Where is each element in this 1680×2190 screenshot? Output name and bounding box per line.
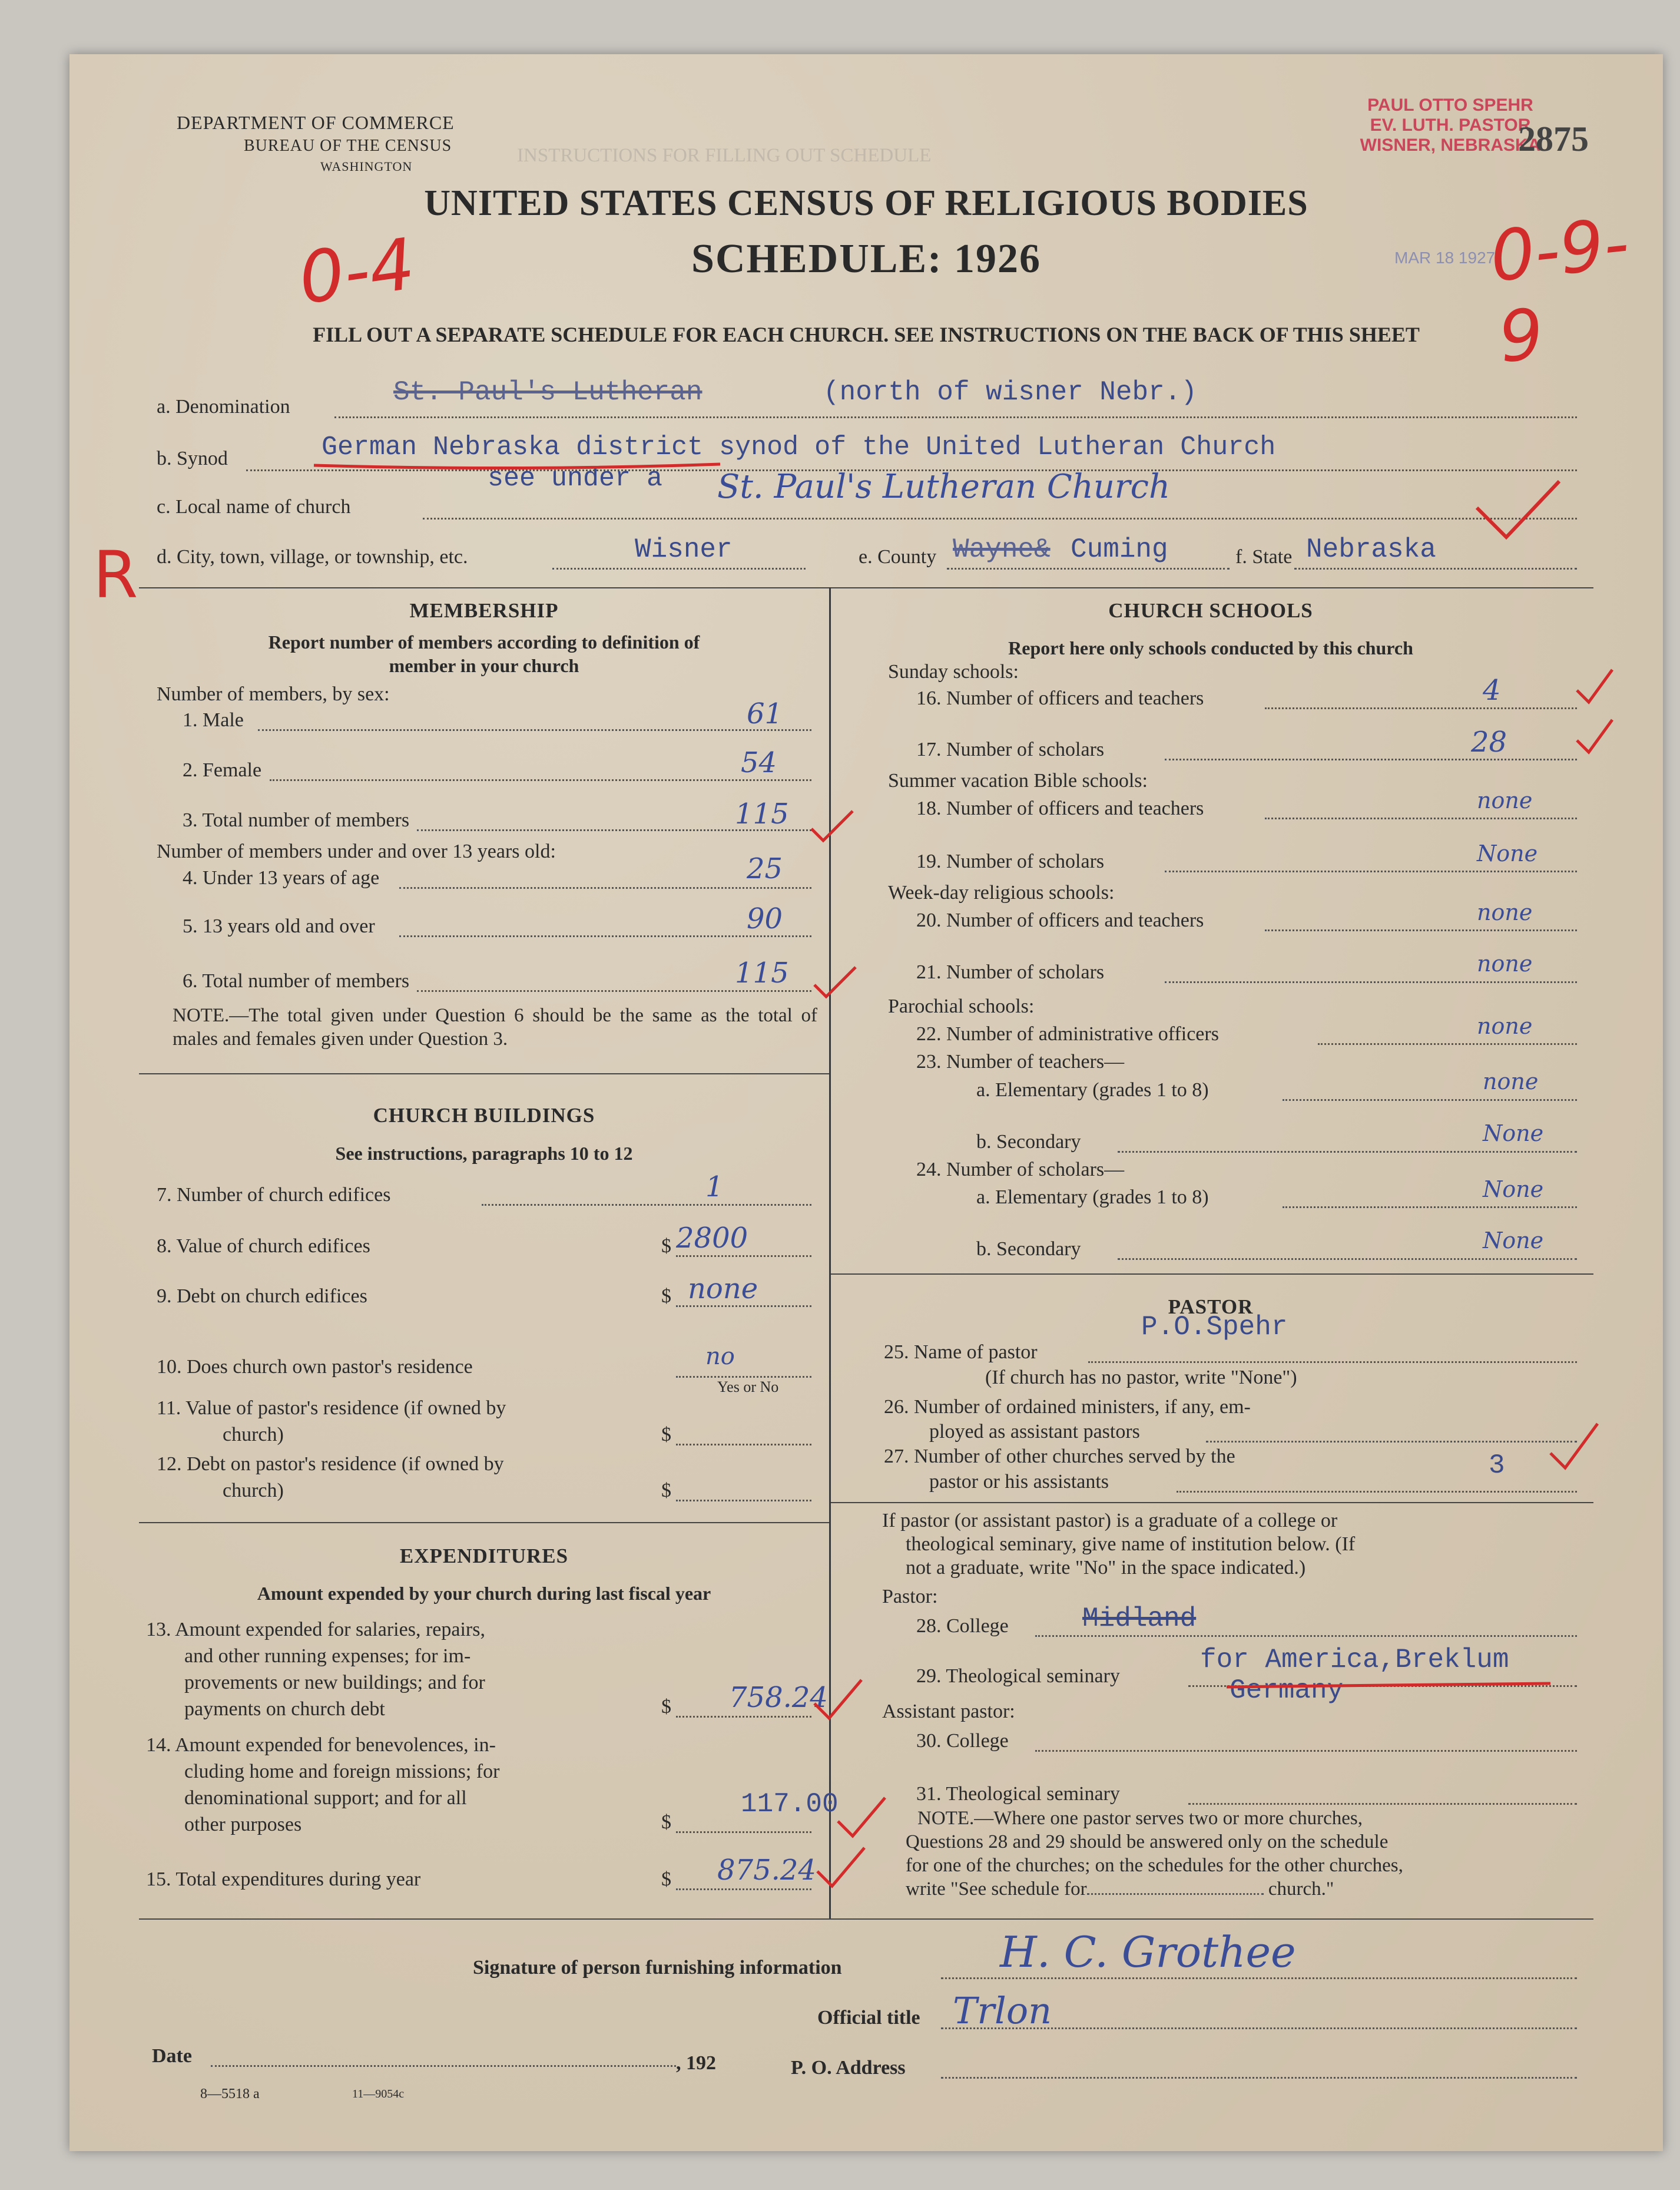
form-code-2: 11—9054c [352, 2088, 405, 2100]
q2-value: 54 [741, 746, 777, 779]
bottom-rule [139, 1918, 1593, 1920]
q11-label: 11. Value of pastor's residence (if owned by [157, 1397, 506, 1419]
q12-dollar: $ [661, 1480, 671, 1501]
red-mark-r: R [93, 537, 138, 613]
local-name-line [423, 518, 1577, 520]
q29-value: for America,Breklum [1200, 1645, 1509, 1675]
local-name-label: c. Local name of church [157, 496, 351, 518]
q12-line [676, 1500, 811, 1501]
q20-label: 20. Number of officers and teachers [916, 909, 1204, 931]
q3-value: 115 [735, 798, 789, 831]
signature-value: H. C. Grothee [1000, 1927, 1296, 1977]
q30-label: 30. College [916, 1730, 1009, 1752]
buildings-subtitle: See instructions, paragraphs 10 to 12 [335, 1143, 633, 1164]
yes-or-no-hint: Yes or No [717, 1378, 779, 1395]
synod-value: German Nebraska district synod of the United Lutheran Church [322, 432, 1276, 462]
check-mark-icon [811, 1677, 864, 1724]
under-over-label: Number of members under and over 13 years old: [157, 841, 556, 862]
check-mark-icon [835, 1795, 888, 1842]
q26-label-2: ployed as assistant pastors [929, 1421, 1140, 1443]
q24a-label: a. Elementary (grades 1 to 8) [976, 1186, 1209, 1208]
instructions-line: FILL OUT A SEPARATE SCHEDULE FOR EACH CHURCH. SEE INSTRUCTIONS ON THE BACK OF THIS SHEET [313, 323, 1420, 346]
q26-line [1206, 1441, 1577, 1443]
q6-value: 115 [735, 957, 789, 990]
q24b-label: b. Secondary [976, 1238, 1081, 1260]
q27-label: 27. Number of other churches served by the [884, 1445, 1235, 1467]
q23b-line [1118, 1151, 1577, 1153]
local-name-value: St. Paul's Lutheran Church [717, 468, 1171, 506]
q6-line [417, 990, 811, 992]
q2-line [270, 779, 811, 781]
q28-line [1035, 1635, 1577, 1637]
signature-line [941, 1977, 1577, 1979]
red-strike-mark [1224, 1680, 1553, 1692]
bleed-through-text: INSTRUCTIONS FOR FILLING OUT SCHEDULE [517, 145, 932, 166]
q8-value: 2800 [676, 1222, 748, 1255]
summer-schools-label: Summer vacation Bible schools: [888, 770, 1148, 792]
date-line [211, 2065, 676, 2067]
check-mark-icon [1548, 1421, 1601, 1474]
form-number: 2875 [1518, 120, 1589, 158]
red-mark-left: 0-4 [294, 223, 420, 320]
q23b-value: None [1483, 1120, 1544, 1146]
parochial-schools-label: Parochial schools: [888, 995, 1035, 1017]
check-mark-icon [814, 1845, 867, 1892]
q23a-value: none [1483, 1068, 1539, 1094]
q2-label: 2. Female [183, 759, 262, 781]
q16-line [1265, 707, 1577, 709]
denomination-value: (north of wisner Nebr.) [823, 377, 1197, 408]
q24-label: 24. Number of scholars— [916, 1159, 1125, 1180]
schools-subtitle: Report here only schools conducted by this church [1008, 637, 1413, 659]
q24b-value: None [1483, 1228, 1544, 1253]
q31-line [1188, 1803, 1577, 1805]
q11-label-2: church) [223, 1424, 284, 1445]
q17-value: 28 [1471, 726, 1507, 759]
pastor-note: NOTE.—Where one pastor serves two or more churches, Questions 28 and 29 should be answered only on the schedule for one of the churches; on the schedules for the other churches, write "See schedule for church." [906, 1808, 1403, 1900]
denomination-label: a. Denomination [157, 396, 290, 418]
weekday-schools-label: Week-day religious schools: [888, 882, 1115, 904]
q14-value: 117.00 [741, 1789, 839, 1820]
q13-label: 13. Amount expended for salaries, repairs, and other running expenses; for im- provements or new buildings; and for payments on church debt [146, 1619, 485, 1720]
q9-line [676, 1305, 811, 1307]
date-label: Date [152, 2045, 192, 2067]
q5-value: 90 [747, 902, 783, 935]
q27-label-2: pastor or his assistants [929, 1471, 1109, 1493]
q1-value: 61 [747, 697, 783, 730]
q1-label: 1. Male [183, 709, 244, 731]
q12-label-2: church) [223, 1480, 284, 1501]
q18-label: 18. Number of officers and teachers [916, 798, 1204, 819]
schools-title: CHURCH SCHOOLS [1108, 599, 1313, 622]
assistant-subheading: Assistant pastor: [882, 1701, 1015, 1722]
q18-line [1265, 818, 1577, 819]
q20-line [1265, 929, 1577, 931]
state-line [1294, 568, 1577, 570]
q5-line [399, 935, 811, 937]
membership-subtitle-2: member in your church [389, 655, 579, 676]
pastor-rule [831, 1502, 1593, 1503]
q22-value: none [1477, 1013, 1533, 1039]
denomination-struck-value: St. Paul's Lutheran [393, 377, 703, 408]
q23b-label: b. Secondary [976, 1131, 1081, 1153]
q15-line [676, 1888, 811, 1890]
q9-label: 9. Debt on church edifices [157, 1285, 367, 1307]
city-field-label: d. City, town, village, or township, etc. [157, 546, 468, 568]
q13-value: 758.24 [729, 1681, 828, 1714]
q10-value: no [705, 1343, 735, 1370]
q20-value: none [1477, 899, 1533, 925]
q25-label: 25. Name of pastor [884, 1341, 1038, 1363]
q30-line [1035, 1750, 1577, 1752]
q4-label: 4. Under 13 years of age [183, 867, 380, 889]
membership-subtitle-1: Report number of members according to definition of [268, 631, 700, 653]
q26-label: 26. Number of ordained ministers, if any, em- [884, 1396, 1251, 1418]
q24a-line [1283, 1206, 1577, 1208]
q29-label: 29. Theological seminary [916, 1665, 1120, 1687]
membership-note: NOTE.—The total given under Question 6 should be the same as the total of males and females given under Question 3. [173, 1005, 817, 1050]
pastor-subheading: Pastor: [882, 1586, 938, 1607]
q5-label: 5. 13 years old and over [183, 915, 375, 937]
q21-value: none [1477, 951, 1533, 977]
q28-value: Midland [1082, 1603, 1197, 1634]
check-mark-icon [808, 808, 856, 843]
expenditures-title: EXPENDITURES [399, 1544, 569, 1567]
q16-value: 4 [1483, 674, 1501, 707]
po-address-line [941, 2077, 1577, 2079]
census-schedule-page [69, 54, 1663, 2151]
q22-label: 22. Number of administrative officers [916, 1023, 1219, 1045]
date-year: , 192 [676, 2052, 716, 2074]
q24a-value: None [1483, 1176, 1544, 1202]
q4-value: 25 [747, 852, 783, 885]
q10-line [676, 1376, 811, 1378]
q11-line [676, 1444, 811, 1445]
top-rule [139, 587, 1593, 588]
state-label: f. State [1235, 546, 1293, 568]
q1-line [258, 729, 811, 731]
county-value: Cuming [1071, 534, 1168, 565]
sunday-schools-label: Sunday schools: [888, 661, 1019, 683]
county-struck-value: Wayne& [953, 534, 1051, 565]
q19-value: None [1477, 841, 1538, 866]
graduate-instructions: If pastor (or assistant pastor) is a graduate of a college or theological seminary, give name of institution below. (If not a graduate, write "No" in the space indicated.) [882, 1510, 1356, 1579]
q8-dollar: $ [661, 1235, 671, 1257]
received-date-stamp: MAR 18 1927 [1394, 249, 1496, 267]
q23-label: 23. Number of teachers— [916, 1051, 1125, 1073]
q25-line [1088, 1361, 1577, 1363]
q17-line [1165, 759, 1577, 760]
q27-line [1177, 1491, 1577, 1493]
city-field-line [552, 568, 806, 570]
buildings-title: CHURCH BUILDINGS [373, 1104, 595, 1127]
q7-value: 1 [705, 1170, 724, 1203]
form-title: UNITED STATES CENSUS OF RELIGIOUS BODIES [424, 183, 1308, 223]
schools-rule [831, 1273, 1593, 1275]
q9-dollar: $ [661, 1285, 671, 1307]
q27-value: 3 [1489, 1450, 1505, 1481]
q15-label: 15. Total expenditures during year [146, 1868, 421, 1890]
q23a-line [1283, 1099, 1577, 1101]
q24b-line [1118, 1258, 1577, 1260]
buildings-rule [139, 1522, 829, 1523]
signature-label: Signature of person furnishing information [473, 1957, 842, 1979]
q8-label: 8. Value of church edifices [157, 1235, 370, 1257]
q14-line [676, 1831, 811, 1833]
q21-line [1165, 981, 1577, 983]
red-mark-right: 0-9-9 [1486, 202, 1633, 379]
expenditures-subtitle: Amount expended by your church during last fiscal year [257, 1583, 711, 1604]
official-title-label: Official title [817, 2007, 920, 2029]
q6-label: 6. Total number of members [183, 970, 410, 992]
q8-line [676, 1255, 811, 1257]
synod-value-note: see under a [488, 464, 663, 494]
synod-label: b. Synod [157, 448, 228, 469]
bureau-label: BUREAU OF THE CENSUS [244, 137, 452, 155]
membership-rule [139, 1073, 829, 1074]
q28-label: 28. College [916, 1615, 1009, 1637]
pastor-name-value: P.O.Spehr [1141, 1312, 1288, 1342]
q14-label: 14. Amount expended for benevolences, in- cluding home and foreign missions; for denominational support; and for all other purposes [146, 1734, 500, 1835]
q21-label: 21. Number of scholars [916, 961, 1105, 983]
red-underline-mark [311, 459, 723, 471]
official-title-value: Trlon [953, 1989, 1052, 2032]
q15-dollar: $ [661, 1868, 671, 1890]
q12-label: 12. Debt on pastor's residence (if owned by [157, 1453, 504, 1475]
check-mark-icon [811, 964, 859, 1000]
denomination-line [334, 416, 1577, 418]
county-line [947, 568, 1230, 570]
q23a-label: a. Elementary (grades 1 to 8) [976, 1079, 1209, 1101]
q19-line [1165, 871, 1577, 872]
pastor-title: PASTOR [1168, 1295, 1254, 1318]
schedule-year: SCHEDULE: 1926 [691, 236, 1041, 282]
q11-dollar: $ [661, 1424, 671, 1445]
q22-line [1318, 1043, 1577, 1045]
state-value: Nebraska [1306, 534, 1436, 565]
q7-label: 7. Number of church edifices [157, 1184, 391, 1206]
county-label: e. County [859, 546, 937, 568]
check-mark-icon [1574, 667, 1615, 708]
q3-label: 3. Total number of members [183, 809, 410, 831]
q9-value: none [688, 1272, 758, 1305]
q25-hint: (If church has no pastor, write "None") [985, 1367, 1297, 1388]
q13-line [676, 1716, 811, 1718]
q14-dollar: $ [661, 1811, 671, 1833]
q16-label: 16. Number of officers and teachers [916, 687, 1204, 709]
q19-label: 19. Number of scholars [916, 851, 1105, 872]
form-code-1: 8—5518 a [200, 2086, 260, 2102]
q17-label: 17. Number of scholars [916, 739, 1105, 760]
q7-line [482, 1204, 811, 1206]
check-mark-icon [1471, 478, 1565, 543]
pastor-stamp: PAUL OTTO SPEHR EV. LUTH. PASTOR WISNER, NEBRASKA [1360, 95, 1541, 155]
q18-value: none [1477, 788, 1533, 813]
department-label: DEPARTMENT OF COMMERCE [177, 112, 455, 133]
q29-value-2: Germany [1230, 1675, 1344, 1706]
membership-title: MEMBERSHIP [409, 599, 559, 622]
po-address-label: P. O. Address [791, 2057, 906, 2079]
q4-line [399, 887, 811, 889]
q10-label: 10. Does church own pastor's residence [157, 1356, 473, 1378]
q13-dollar: $ [661, 1696, 671, 1718]
check-mark-icon [1574, 717, 1615, 758]
city-label: WASHINGTON [320, 159, 413, 174]
q15-value: 875.24 [717, 1854, 816, 1887]
city-field-value: Wisner [635, 534, 733, 565]
q31-label: 31. Theological seminary [916, 1783, 1120, 1805]
members-by-sex-label: Number of members, by sex: [157, 683, 390, 705]
